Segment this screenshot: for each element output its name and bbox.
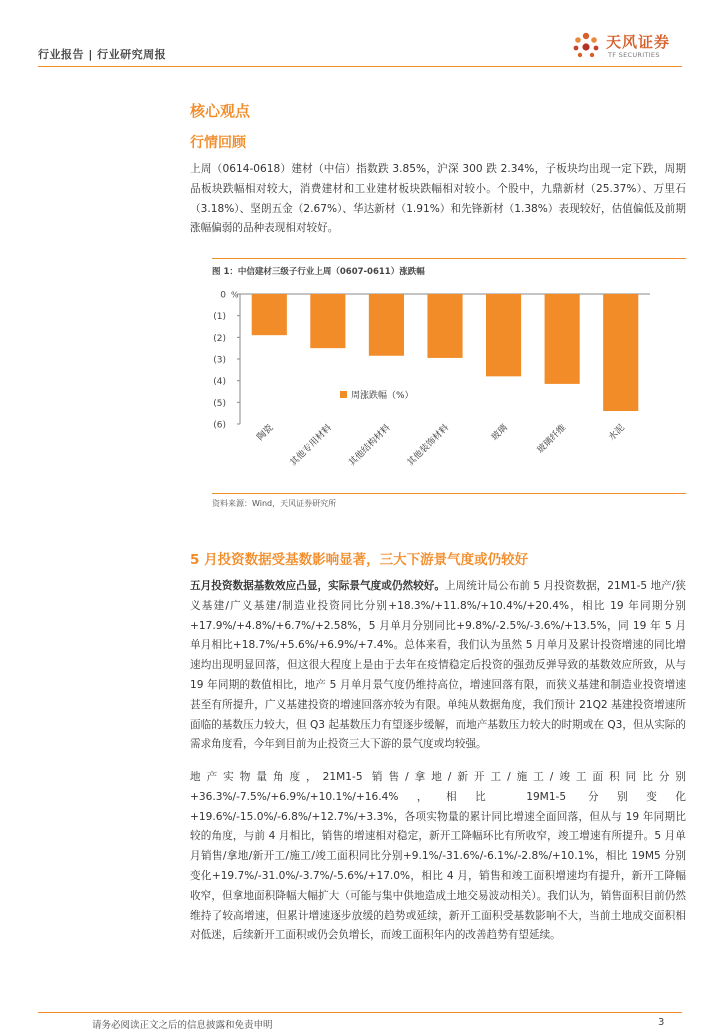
- category-label: 其他装饰材料: [405, 423, 452, 469]
- bar: [310, 294, 345, 348]
- market-review-paragraph: 上周（0614-0618）建材（中信）指数跌 3.85%，沪深 300 跌 2.34%，子板块均出现一定下跌，周期品板块跌幅相对较大，消费建材和工业建材板块跌幅相对较小。个股中，九鼎新材（25.37%）、万里石（3.18%）、坚朗五金（2.67%）、华达新材（1.91%）和先锋新材（1.38%）表现较好，估值偏低及前期涨幅偏弱的品种表现相对较好。: [190, 163, 686, 235]
- legend-swatch: [340, 391, 347, 398]
- paragraph-body-text: 上周统计局公布前 5 月投资数据，21M1-5 地产/狭义基建/广义基建/制造业投资同比分别+18.3%/+11.8%/+10.4%/+20.4%，相比 19 年同期分别+17.9%/+4.8%/+6.7%/+2.58%，5 月单月分别同比+9.8%/-2.5%/-3.6%/+13.5%，同 19 年 5 月单月相比+18.7%/+5.6%/+6.9%/+7.4%。总体来看，我们认为虽然 5 月单月及累计投资增速的同比增速均出现明显回落，但这很大程度上是由于去年在疫情稳定后投资的强劲反弹导致的基数效应所致，从与 19 年同期的数值相比，地产 5 月单月景气度仍维持高位，增速回落有限，而狭义基建和制造业投资增速甚至有所提升，广义基建投资的增速回落亦较为有限。单纯从数据角度，我们预计 21Q2 基建投资增速所面临的基数压力较大，但 Q3 起基数压力有望逐步缓解，而地产基数压力较大的时期或在 Q3，但从实际的需求角度看，今年到目前为止投资三大下游的景气度或均较强。: [190, 580, 686, 751]
- bar: [486, 294, 521, 376]
- bar-chart: [190, 280, 686, 490]
- y-tick-label: (5): [213, 398, 226, 409]
- logo-text-en: TF SECURITIES: [608, 51, 660, 59]
- bar: [369, 294, 404, 356]
- logo-text-cn: 天风证券: [606, 33, 671, 51]
- category-label: 其他专用材料: [288, 423, 334, 469]
- y-tick-label: (6): [213, 420, 226, 431]
- report-type-header: 行业报告 | 行业研究周报: [38, 48, 167, 61]
- tf-securities-logo: [568, 28, 688, 64]
- figure-bottom-rule: [212, 493, 686, 494]
- y-tick-label: (2): [213, 333, 226, 344]
- section-title-may-investment: 5 月投资数据受基数影响显著，三大下游景气度或仍较好: [190, 552, 529, 568]
- logo-flower-icon: [568, 28, 604, 64]
- category-label: 陶瓷: [255, 423, 276, 443]
- y-unit-label: %: [231, 290, 239, 300]
- bar: [427, 294, 462, 358]
- y-tick-label: (1): [213, 312, 226, 323]
- category-label: 玻璃纤维: [535, 423, 569, 456]
- figure-top-rule: [212, 258, 686, 259]
- footer-disclaimer: 请务必阅读正文之后的信息披露和免责申明: [92, 1020, 273, 1031]
- subsection-title-market-review: 行情回顾: [190, 135, 246, 151]
- category-label: 玻璃: [489, 423, 510, 443]
- section-title-core-views: 核心观点: [190, 102, 251, 120]
- figure-title: 图 1：中信建材三级子行业上周（0607-0611）涨跌幅: [212, 267, 425, 277]
- y-tick-label: 0: [220, 290, 226, 301]
- category-label: 水泥: [607, 423, 627, 443]
- y-tick-label: (3): [213, 355, 226, 366]
- category-label: 其他结构材料: [347, 423, 393, 469]
- bar: [252, 294, 287, 335]
- y-tick-label: (4): [213, 377, 226, 388]
- bar: [603, 294, 638, 411]
- header-divider: [38, 66, 682, 67]
- bar: [545, 294, 580, 384]
- figure-source: 资料来源：Wind，天风证券研究所: [212, 499, 337, 508]
- footer-divider: [38, 1012, 682, 1013]
- real-estate-paragraph: 地产实物量角度，21M1-5 销售/拿地/新开工/施工/竣工面积同比分别+36.3%/-7.5%/+6.9%/+10.1%/+16.4%，相比 19M1-5 分别变化+19.6%/-15.0%/-6.8%/+12.7%/+3.3%，各项实物量的累计同比增速全面回落，但从与 19 年同期比较的角度，与前 4 月相比，销售的增速相对稳定，新开工降幅环比有所收窄，竣工增速有所提升。5 月单月销售/拿地/新开工/施工/竣工面积同比分别+9.1%/-31.6%/-6.1%/-2.8%/+10.1%，相比 19M5 分别变化+19.7%/-31.0%/-3.7%/-5.6%/+17.0%，相比 4 月，销售和竣工面积增速均有提升，新开工降幅收窄，但拿地面积降幅大幅扩大（可能与集中供地造成土地交易波动相关）。我们认为，销售面积目前仍然维持了较高增速，但累计增速逐步放缓的趋势或延续，新开工面积受基数影响不大，当前土地成交面积相对低迷，后续新开工面积或仍会负增长，而竣工面积年内的改善趋势有望延续。: [190, 771, 686, 942]
- paragraph-lead-text: 五月投资数据基数效应凸显，实际景气度或仍然较好。: [190, 580, 445, 592]
- legend-label: 周涨跌幅（%）: [351, 391, 414, 401]
- investment-data-paragraph: [190, 577, 686, 755]
- page-number: 3: [658, 1017, 665, 1028]
